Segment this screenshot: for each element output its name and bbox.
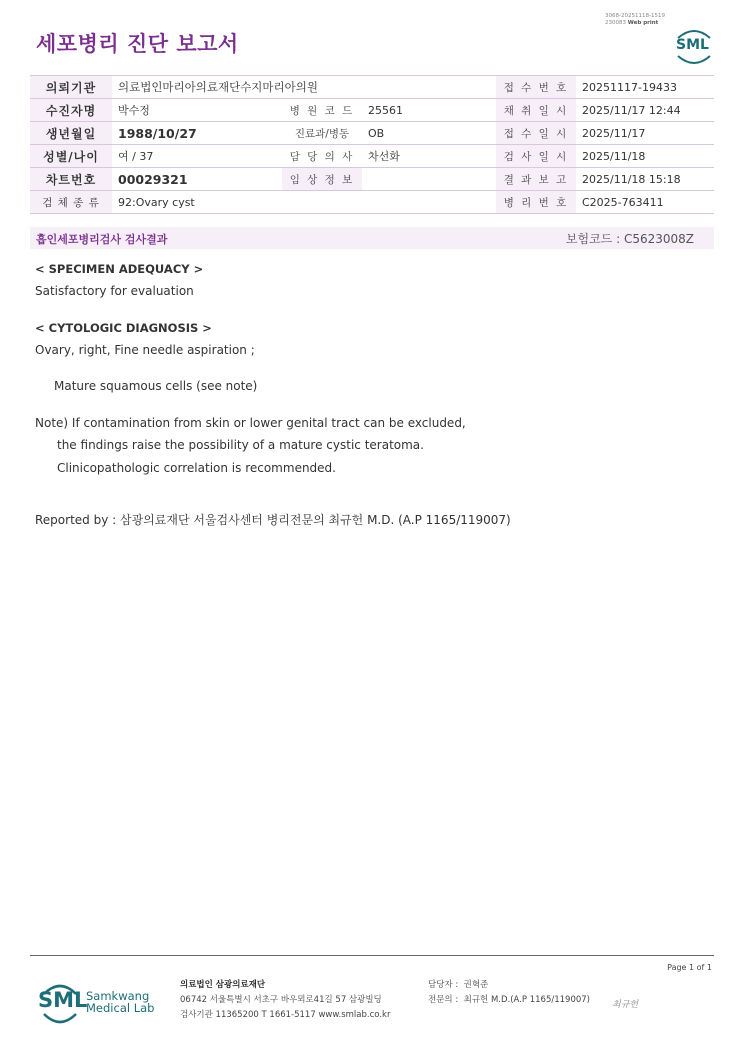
specialist-signature: 최규헌 [612,1000,639,1010]
label-chart-number: 차트번호 [30,168,112,191]
sml-logo [672,26,716,66]
result-section-title: 흡인세포병리검사 검사결과 [36,233,168,246]
specialist-row: 전문의 : 최규헌 M.D.(A.P 1165/119007) [428,995,590,1005]
requesting-institution: 의료법인마리아의료재단수지마리아의원 [112,76,496,99]
label-result-report: 결 과 보 고 [496,168,576,191]
collection-datetime: 2025/11/17 12:44 [576,99,714,122]
chart-number: 00029321 [112,168,282,191]
result-section-bar [30,227,714,249]
print-meta-code: 230083 Web print [605,20,659,26]
footer-logo [36,980,166,1028]
reported-by: Reported by : 삼광의료재단 서울검사센터 병리전문의 최규헌 M.D. (A.P 1165/119007) [35,513,511,527]
label-receipt-date: 접 수 일 시 [496,122,576,145]
hospital-code: 25561 [362,99,496,122]
logo-name-line1: Samkwang [86,989,150,1003]
specimen-type: 92:Ovary cyst [112,191,496,214]
receipt-number: 20251117-19433 [576,76,714,99]
result-report-datetime: 2025/11/18 15:18 [576,168,714,191]
footer-divider [30,955,714,956]
receipt-date: 2025/11/17 [576,122,714,145]
table-row [30,145,714,168]
cytologic-diagnosis-header: < CYTOLOGIC DIAGNOSIS > [35,321,212,335]
label-requesting-institution: 의뢰기관 [30,76,112,99]
org-contact: 검사기관 11365200 T 1661-5117 www.smlab.co.kr [180,1010,391,1020]
specimen-adequacy-text: Satisfactory for evaluation [35,284,194,298]
logo-text: SML [676,37,709,53]
label-physician: 담 당 의 사 [282,145,362,168]
page-number: Page 1 of 1 [667,963,712,972]
org-name: 의료법인 삼광의료재단 [180,980,266,990]
label-receipt-number: 접 수 번 호 [496,76,576,99]
label-pathology-number: 병 리 번 호 [496,191,576,214]
patient-name: 박수정 [112,99,282,122]
test-date: 2025/11/18 [576,145,714,168]
physician: 차선화 [362,145,496,168]
label-collection-datetime: 채 취 일 시 [496,99,576,122]
table-row [30,76,714,99]
label-specimen-type: 검 체 종 류 [30,191,112,214]
label-hospital-code: 병 원 코 드 [282,99,362,122]
table-row [30,122,714,145]
label-test-date: 검 사 일 시 [496,145,576,168]
diagnosis-site: Ovary, right, Fine needle aspiration ; [35,343,255,357]
print-meta [605,13,665,27]
label-department: 진료과/병동 [282,122,362,145]
label-sex-age: 성별/나이 [30,145,112,168]
table-row [30,168,714,191]
print-meta-id: 3068-20251118-1519 [605,13,665,19]
diagnosis-result: Mature squamous cells (see note) [54,379,258,393]
table-row [30,191,714,214]
sex-age: 여 / 37 [112,145,282,168]
org-address: 06742 서울특별시 서초구 바우뫼로41길 57 삼광빌딩 [180,995,382,1005]
logo-name-line2: Medical Lab [86,1001,155,1015]
label-birth-date: 생년월일 [30,122,112,145]
note-line-2: the findings raise the possibility of a mature cystic teratoma. [57,438,424,452]
insurance-code: 보험코드 : C5623008Z [565,232,694,246]
table-row [30,99,714,122]
specimen-adequacy-header: < SPECIMEN ADEQUACY > [35,262,204,276]
pathology-number: C2025-763411 [576,191,714,214]
footer-logo-sml: SML [38,988,88,1012]
birth-date: 1988/10/27 [112,122,282,145]
clinical-info [362,168,496,191]
label-patient-name: 수진자명 [30,99,112,122]
department: OB [362,122,496,145]
note-line-1: Note) If contamination from skin or lower genital tract can be excluded, [35,416,466,430]
note-line-3: Clinicopathologic correlation is recommended. [57,461,336,475]
footer-org-info [180,978,390,1023]
footer-staff-info [428,978,590,1008]
staff-row: 담당자 : 권혁준 [428,980,489,990]
label-clinical-info: 임 상 정 보 [282,168,362,191]
patient-info-table [30,75,714,214]
footer-logo-name [86,990,154,1014]
report-title: 세포병리 진단 보고서 [36,32,239,56]
